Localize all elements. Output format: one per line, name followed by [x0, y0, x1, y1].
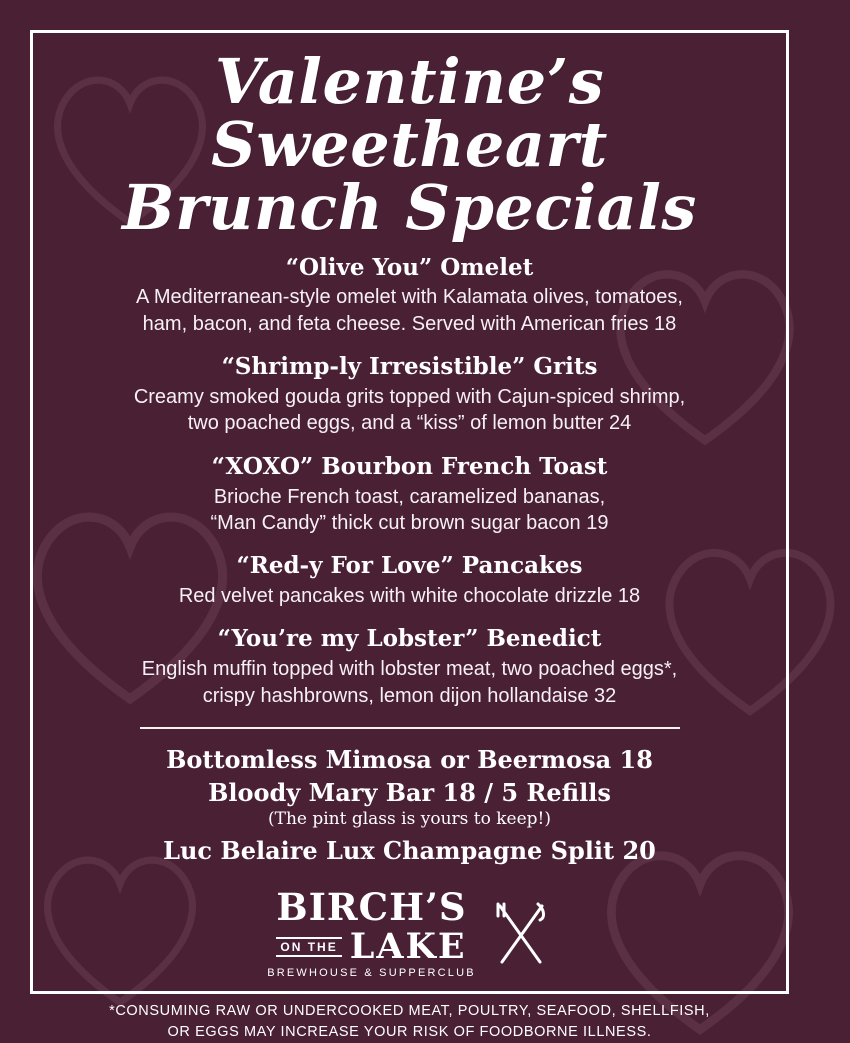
menu-item-description-line: A Mediterranean-style omelet with Kalamata olives, tomatoes, [136, 286, 683, 309]
drink-item: Bloody Mary Bar 18 / 5 Refills [208, 778, 611, 808]
menu-item-name: “Red-y For Love” Pancakes [236, 552, 583, 580]
menu-item-name: “You’re my Lobster” Benedict [217, 625, 602, 653]
disclaimer-line-2: OR EGGS MAY INCREASE YOUR RISK OF FOODBORNE ILLNESS. [167, 1024, 652, 1041]
menu-item-description-line: ham, bacon, and feta cheese. Served with American fries 18 [142, 312, 677, 335]
disclaimer-line-1: *CONSUMING RAW OR UNDERCOOKED MEAT, POULTRY, SEAFOOD, SHELLFISH, [109, 1003, 710, 1020]
restaurant-logo [46, 885, 773, 980]
menu-item-description-line: Brioche French toast, caramelized bananas, [213, 485, 606, 508]
menu-item [46, 353, 773, 437]
drinks-section [46, 743, 773, 867]
title-line-2: Brunch Specials [122, 171, 697, 245]
menu-item [46, 254, 773, 338]
disclaimer-text [46, 1001, 773, 1043]
menu-item-description-line: crispy hashbrowns, lemon dijon hollandaise 32 [202, 684, 617, 707]
logo-tagline: BREWHOUSE & SUPPERCLUB [267, 967, 476, 980]
menu-item-description-line: “Man Candy” thick cut brown sugar bacon 19 [210, 511, 609, 534]
menu-item-description-line: English muffin topped with lobster meat, two poached eggs*, [141, 658, 678, 681]
menu-item-name: “Shrimp-ly Irresistible” Grits [221, 353, 598, 381]
title-line-1: Valentine’s Sweetheart [211, 45, 608, 182]
poster-content [46, 40, 773, 1043]
menu-item [46, 453, 773, 537]
logo-brand-name: BIRCH’S [276, 885, 467, 930]
logo-lake: LAKE [349, 926, 467, 968]
menu-item-description-line: Red velvet pancakes with white chocolate drizzle 18 [178, 585, 641, 608]
menu-item [46, 625, 773, 709]
menu-item-description-line: two poached eggs, and a “kiss” of lemon butter 24 [187, 412, 632, 435]
menu-item-name: “Olive You” Omelet [285, 253, 534, 281]
crossed-fork-knife-icon [490, 898, 552, 970]
menu-item-name: “XOXO” Bourbon French Toast [211, 452, 608, 480]
page-title [46, 45, 773, 245]
drink-item: Bottomless Mimosa or Beermosa 18 [166, 744, 653, 774]
menu-items-list [46, 254, 773, 709]
menu-item [46, 552, 773, 609]
logo-on-the: ON THE [276, 937, 341, 957]
drink-item: Luc Belaire Lux Champagne Split 20 [163, 836, 656, 866]
section-divider [140, 727, 680, 729]
drink-note: (The pint glass is yours to keep!) [267, 809, 552, 830]
menu-item-description-line: Creamy smoked gouda grits topped with Cajun-spiced shrimp, [133, 385, 686, 408]
